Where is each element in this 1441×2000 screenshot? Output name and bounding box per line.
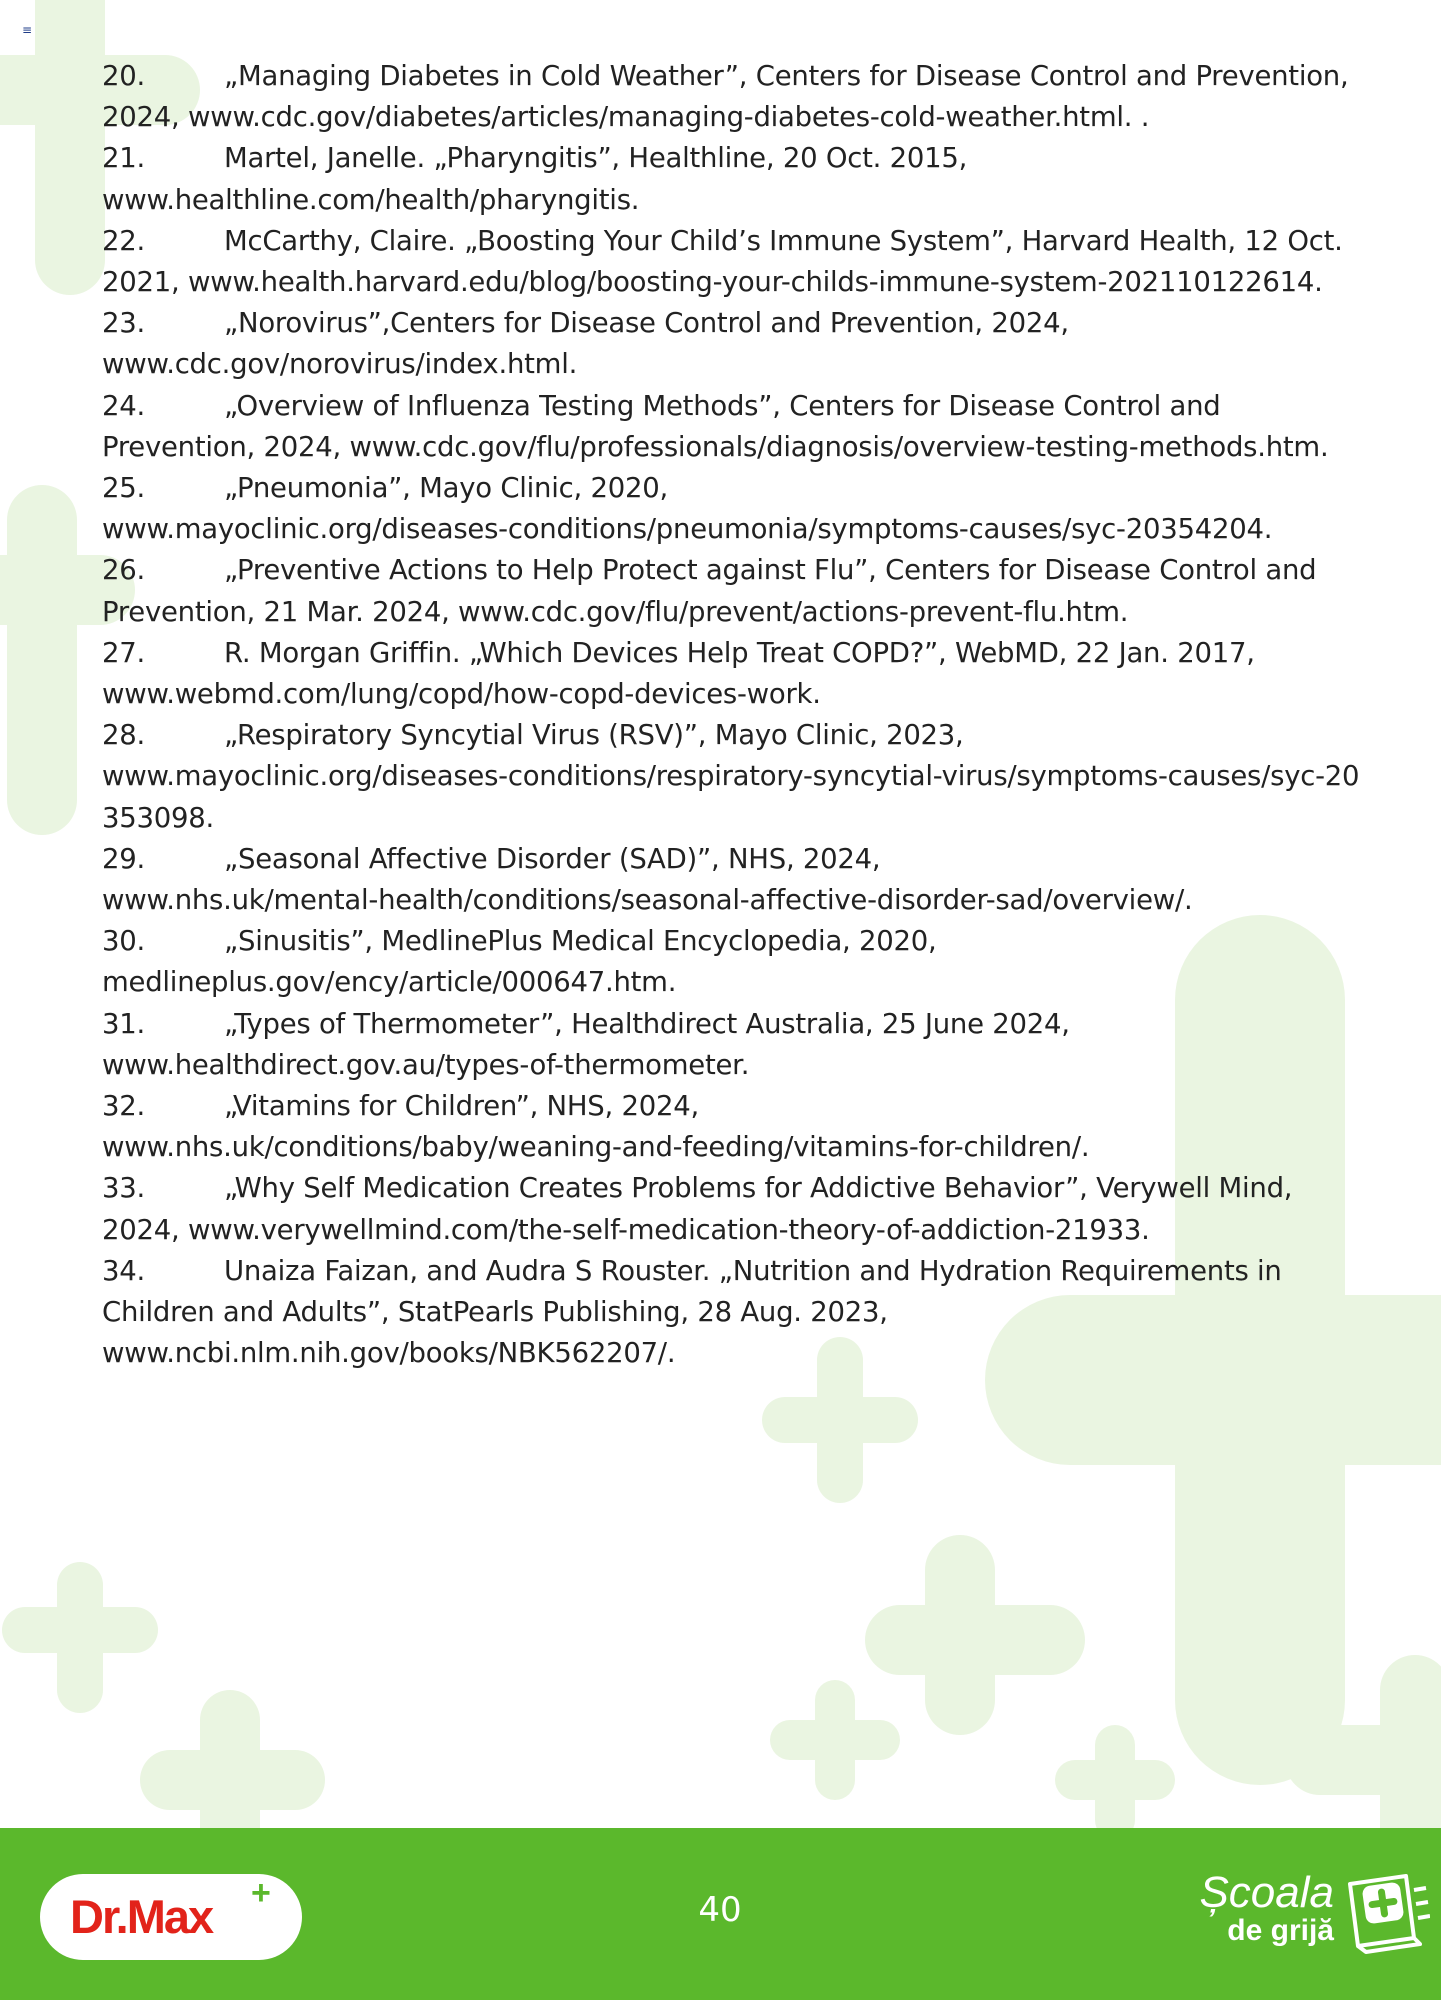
menu-icon: ≡ [22, 23, 33, 37]
dr-max-logo-text: Dr.Max [70, 1890, 213, 1943]
reference-number: 20. [102, 60, 145, 92]
reference-text: www.healthdirect.gov.au/types-of-thermometer. [102, 1048, 750, 1081]
reference-text: Children and Adults”, StatPearls Publishing, 28 Aug. 2023, [102, 1296, 888, 1329]
reference-line [102, 921, 1362, 962]
reference-text: www.cdc.gov/norovirus/index.html. [102, 348, 578, 381]
reference-line [102, 509, 1362, 550]
reference-line [102, 592, 1362, 633]
reference-line [102, 1210, 1362, 1251]
reference-line [102, 262, 1362, 303]
reference-text: www.nhs.uk/conditions/baby/weaning-and-feeding/vitamins-for-children/. [102, 1131, 1090, 1164]
reference-text: medlineplus.gov/ency/article/000647.htm. [102, 966, 677, 999]
reference-text: „Norovirus”,Centers for Disease Control and Prevention, 2024, [224, 307, 1069, 340]
reference-text: www.nhs.uk/mental-health/conditions/seasonal-affective-disorder-sad/overview/. [102, 884, 1193, 917]
reference-item [102, 468, 1362, 550]
reference-text: „Pneumonia”, Mayo Clinic, 2020, [224, 472, 668, 505]
reference-number: 33. [102, 1172, 145, 1205]
reference-line [102, 427, 1362, 468]
reference-text: „Sinusitis”, MedlinePlus Medical Encyclopedia, 2020, [224, 925, 937, 958]
reference-number: 28. [102, 719, 145, 752]
reference-text: „Types of Thermometer”, Healthdirect Australia, 25 June 2024, [224, 1007, 1070, 1040]
dr-max-logo [40, 1874, 302, 1960]
reference-item [102, 839, 1362, 921]
page-footer [0, 1828, 1441, 2000]
reference-number: 22. [102, 224, 145, 257]
reference-line [102, 1333, 1362, 1374]
reference-line [102, 839, 1362, 880]
reference-text: www.mayoclinic.org/diseases-conditions/pneumonia/symptoms-causes/syc-20354204. [102, 513, 1273, 546]
references-list [102, 56, 1362, 1375]
reference-line [102, 756, 1362, 797]
reference-text: 2024, www.cdc.gov/diabetes/articles/managing-diabetes-cold-weather.html. . [102, 101, 1150, 134]
reference-number: 21. [102, 142, 145, 175]
reference-text: www.healthline.com/health/pharyngitis. [102, 183, 640, 216]
reference-item [102, 633, 1362, 715]
reference-text: „Preventive Actions to Help Protect against Flu”, Centers for Disease Control and [224, 554, 1317, 587]
reference-text: 2024, www.verywellmind.com/the-self-medication-theory-of-addiction-21933. [102, 1213, 1150, 1246]
reference-number: 29. [102, 842, 145, 875]
reference-item [102, 1168, 1362, 1250]
reference-item [102, 715, 1362, 839]
notebook-plus-icon [1340, 1870, 1430, 1956]
reference-number: 34. [102, 1254, 145, 1287]
reference-line [102, 180, 1362, 221]
reference-line [102, 1292, 1362, 1333]
reference-item [102, 1086, 1362, 1168]
reference-text: „Vitamins for Children”, NHS, 2024, [224, 1090, 699, 1123]
reference-text: „Seasonal Affective Disorder (SAD)”, NHS, 2024, [224, 842, 881, 875]
reference-number: 32. [102, 1090, 145, 1123]
reference-number: 23. [102, 307, 145, 340]
reference-text: R. Morgan Griffin. „Which Devices Help Treat COPD?”, WebMD, 22 Jan. 2017, [224, 636, 1255, 669]
reference-line [102, 880, 1362, 921]
reference-item [102, 550, 1362, 632]
reference-line [102, 56, 1362, 97]
reference-line [102, 1251, 1362, 1292]
reference-number: 31. [102, 1007, 145, 1040]
reference-line [102, 674, 1362, 715]
reference-number: 24. [102, 389, 145, 422]
reference-text: 353098. [102, 801, 214, 834]
reference-text: McCarthy, Claire. „Boosting Your Child’s Immune System”, Harvard Health, 12 Oct. [224, 224, 1343, 257]
reference-line [102, 1127, 1362, 1168]
reference-line [102, 97, 1362, 138]
reference-text: www.mayoclinic.org/diseases-conditions/respiratory-syncytial-virus/symptoms-causes/syc-20 [102, 760, 1360, 793]
reference-item [102, 303, 1362, 385]
reference-text: www.ncbi.nlm.nih.gov/books/NBK562207/. [102, 1337, 676, 1370]
reference-number: 26. [102, 554, 145, 587]
brand-subtitle: de grijă [1227, 1914, 1334, 1947]
page-number: 40 [698, 1890, 742, 1930]
reference-item [102, 386, 1362, 468]
scoala-de-grija-logo [1140, 1868, 1430, 1968]
reference-line [102, 221, 1362, 262]
reference-line [102, 1045, 1362, 1086]
reference-text: Prevention, 2024, www.cdc.gov/flu/professionals/diagnosis/overview-testing-methods.htm. [102, 430, 1329, 463]
reference-item [102, 56, 1362, 138]
reference-text: „Respiratory Syncytial Virus (RSV)”, Mayo Clinic, 2023, [224, 719, 964, 752]
reference-text: Unaiza Faizan, and Audra S Rouster. „Nutrition and Hydration Requirements in [224, 1254, 1282, 1287]
reference-line [102, 303, 1362, 344]
reference-line [102, 1004, 1362, 1045]
reference-line [102, 1168, 1362, 1209]
reference-line [102, 1086, 1362, 1127]
reference-text: www.webmd.com/lung/copd/how-copd-devices-work. [102, 678, 821, 711]
reference-line [102, 138, 1362, 179]
reference-line [102, 344, 1362, 385]
reference-line [102, 798, 1362, 839]
plus-icon: + [251, 1874, 271, 1912]
brand-title: Școala [1199, 1868, 1334, 1917]
reference-line [102, 468, 1362, 509]
reference-line [102, 962, 1362, 1003]
reference-item [102, 138, 1362, 220]
reference-text: 2021, www.health.harvard.edu/blog/boosting-your-childs-immune-system-202110122614. [102, 266, 1323, 299]
reference-number: 27. [102, 636, 145, 669]
reference-text: „Managing Diabetes in Cold Weather”, Centers for Disease Control and Prevention, [224, 60, 1349, 92]
reference-text: „Overview of Influenza Testing Methods”, Centers for Disease Control and [224, 389, 1221, 422]
reference-text: Martel, Janelle. „Pharyngitis”, Healthline, 20 Oct. 2015, [224, 142, 968, 175]
reference-number: 25. [102, 472, 145, 505]
reference-line [102, 633, 1362, 674]
reference-item [102, 921, 1362, 1003]
reference-item [102, 221, 1362, 303]
reference-line [102, 550, 1362, 591]
reference-line [102, 386, 1362, 427]
reference-line [102, 715, 1362, 756]
reference-item [102, 1251, 1362, 1375]
reference-item [102, 1004, 1362, 1086]
reference-text: Prevention, 21 Mar. 2024, www.cdc.gov/flu/prevent/actions-prevent-flu.htm. [102, 595, 1129, 628]
reference-number: 30. [102, 925, 145, 958]
reference-text: „Why Self Medication Creates Problems for Addictive Behavior”, Verywell Mind, [224, 1172, 1293, 1205]
